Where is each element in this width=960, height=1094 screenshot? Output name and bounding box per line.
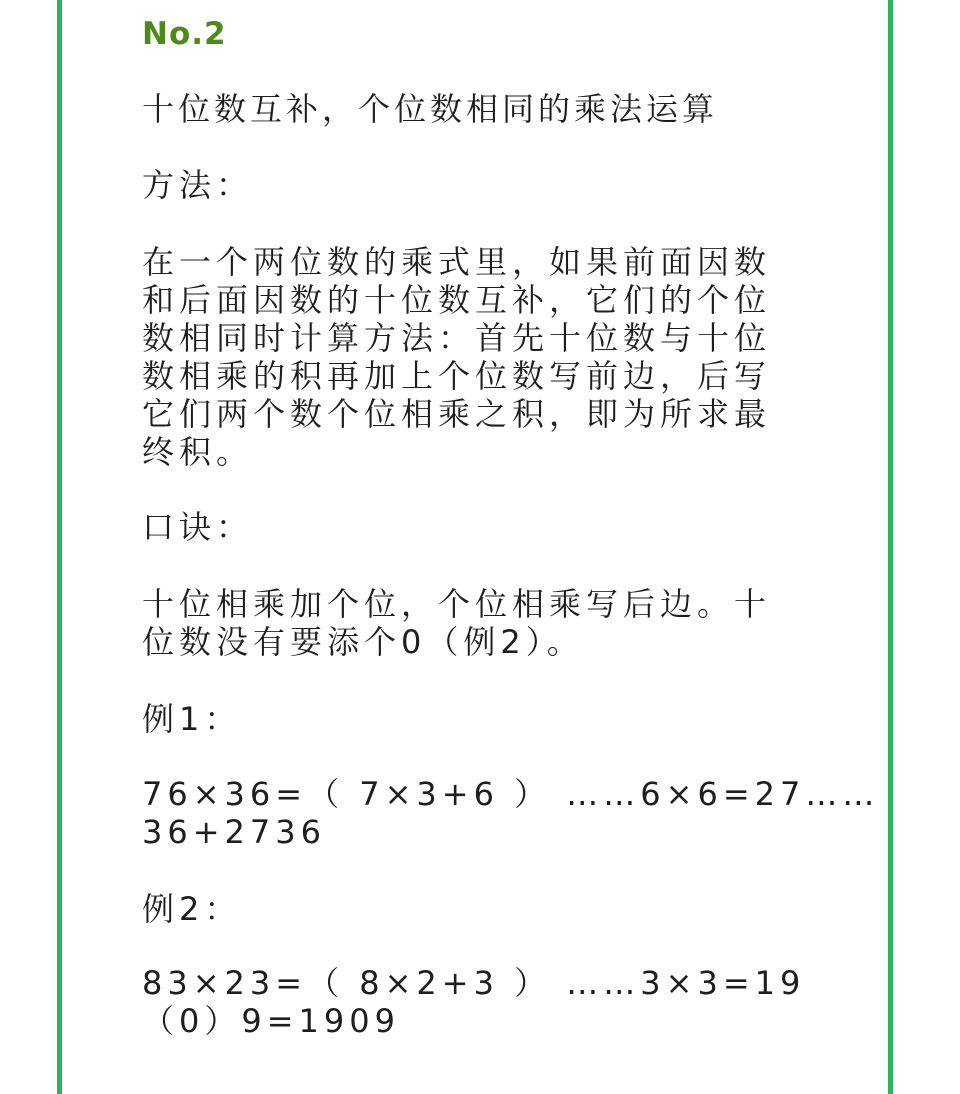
example1-label: 例1：: [142, 700, 242, 738]
method-line: 和后面因数的十位数互补，它们的个位: [142, 281, 772, 319]
section-title: 十位数互补，个位数相同的乘法运算: [142, 90, 719, 128]
green-frame-border: [57, 0, 893, 1094]
example1-line: 36+2736: [142, 813, 326, 851]
method-line: 终积。: [142, 433, 254, 471]
example1-line: 76×36=（ 7×3+6 ） ……6×6=27……: [142, 775, 880, 813]
rhyme-line: 位数没有要添个0（例2）。: [142, 623, 584, 661]
rhyme-label: 口诀：: [142, 508, 254, 546]
method-line: 数相同时计算方法：首先十位数与十位: [142, 319, 772, 357]
rhyme-text: [142, 585, 771, 661]
example2-line: 83×23=（ 8×2+3 ） ……3×3=19: [142, 964, 806, 1002]
method-line: 在一个两位数的乘式里，如果前面因数: [142, 243, 772, 281]
method-line: 它们两个数个位相乘之积，即为所求最: [142, 395, 772, 433]
example2-line: （0）9=1909: [142, 1002, 400, 1040]
rhyme-line: 十位相乘加个位，个位相乘写后边。十: [142, 585, 772, 623]
method-line: 数相乘的积再加上个位数写前边，后写: [142, 357, 772, 395]
method-label: 方法：: [142, 166, 254, 204]
section-number-heading: No.2: [142, 16, 227, 52]
example2-text: [142, 964, 805, 1040]
example2-label: 例2：: [142, 890, 242, 928]
example1-text: [142, 775, 879, 851]
method-description: [142, 243, 771, 471]
